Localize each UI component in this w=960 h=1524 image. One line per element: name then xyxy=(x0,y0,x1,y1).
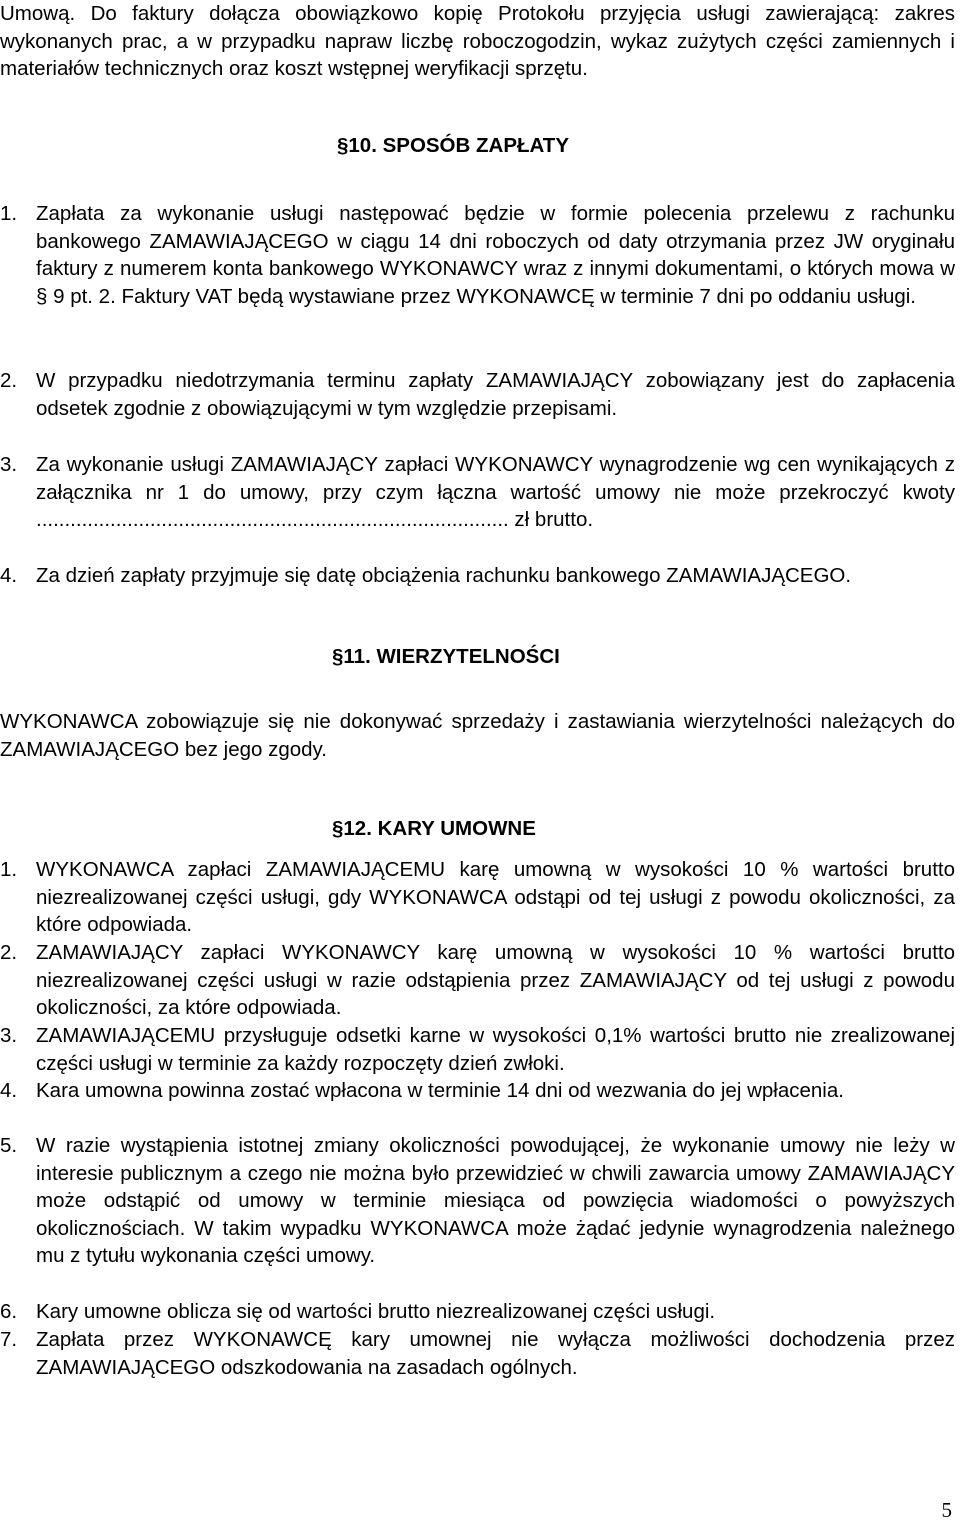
section-10-item-4 xyxy=(0,562,955,590)
section-11-paragraph: WYKONAWCA zobowiązuje się nie dokonywać sprzedaży i zastawiania wierzytelności należących do ZAMAWIAJĄCEGO bez jego zgody. xyxy=(0,708,955,763)
item-text: Za dzień zapłaty przyjmuje się datę obciążenia rachunku bankowego ZAMAWIAJĄCEGO. xyxy=(36,562,955,590)
item-text: Za wykonanie usługi ZAMAWIAJĄCY zapłaci WYKONAWCY wynagrodzenie wg cen wynikających z załącznika nr 1 do umowy, przy czym łączna wartość umowy nie może przekroczyć kwoty ................................................................................... zł brutto. xyxy=(36,451,955,534)
item-text: W przypadku niedotrzymania terminu zapłaty ZAMAWIAJĄCY zobowiązany jest do zapłacenia odsetek zgodnie z obowiązującymi w tym względzie przepisami. xyxy=(36,367,955,422)
item-number: 1. xyxy=(0,200,36,228)
item-number: 3. xyxy=(0,451,36,479)
item-number: 2. xyxy=(0,939,36,967)
item-number: 2. xyxy=(0,367,36,395)
item-text: Kary umowne oblicza się od wartości brutto niezrealizowanej części usługi. xyxy=(36,1298,955,1326)
section-10-item-2 xyxy=(0,367,955,422)
item-number: 3. xyxy=(0,1022,36,1050)
section-12-item-5 xyxy=(0,1132,955,1270)
item-text: Zapłata przez WYKONAWCĘ kary umownej nie wyłącza możliwości dochodzenia przez ZAMAWIAJĄCEGO odszkodowania na zasadach ogólnych. xyxy=(36,1326,955,1381)
section-12-item-4 xyxy=(0,1077,955,1105)
section-12-item-7 xyxy=(0,1326,955,1381)
section-10-heading xyxy=(337,132,569,160)
section-12-item-1 xyxy=(0,856,955,939)
section-12-item-6 xyxy=(0,1298,955,1326)
section-11-title: §11. WIERZYTELNOŚCI xyxy=(332,645,560,668)
item-number: 4. xyxy=(0,1077,36,1105)
section-12-heading xyxy=(332,815,536,843)
item-text: Zapłata za wykonanie usługi następować będzie w formie polecenia przelewu z rachunku bankowego ZAMAWIAJĄCEGO w ciągu 14 dni roboczych od daty otrzymania przez JW oryginału faktury z numerem konta bankowego WYKONAWCY wraz z innymi dokumentami, o których mowa w § 9 pt. 2. Faktury VAT będą wystawiane przez WYKONAWCĘ w terminie 7 dni po oddaniu usługi. xyxy=(36,200,955,310)
intro-paragraph: Umową. Do faktury dołącza obowiązkowo kopię Protokołu przyjęcia usługi zawierającą: zakres wykonanych prac, a w przypadku napraw liczbę roboczogodzin, wykaz zużytych części zamiennych i materiałów technicznych oraz koszt wstępnej weryfikacji sprzętu. xyxy=(0,0,955,83)
item-text: ZAMAWIAJĄCEMU przysługuje odsetki karne w wysokości 0,1% wartości brutto nie zrealizowanej części usługi w terminie za każdy rozpoczęty dzień zwłoki. xyxy=(36,1022,955,1077)
item-number: 1. xyxy=(0,856,36,884)
section-10-item-3 xyxy=(0,451,955,534)
section-12-item-3 xyxy=(0,1022,955,1077)
section-10-title: §10. SPOSÓB ZAPŁATY xyxy=(337,134,569,157)
item-number: 6. xyxy=(0,1298,36,1326)
item-number: 7. xyxy=(0,1326,36,1354)
page-number: 5 xyxy=(942,1497,953,1524)
item-number: 4. xyxy=(0,562,36,590)
section-11-heading xyxy=(332,643,560,671)
item-number: 5. xyxy=(0,1132,36,1160)
section-12-title: §12. KARY UMOWNE xyxy=(332,817,536,840)
item-text: WYKONAWCA zapłaci ZAMAWIAJĄCEMU karę umowną w wysokości 10 % wartości brutto niezrealizowanej części usługi, gdy WYKONAWCA odstąpi od tej usługi z powodu okoliczności, za które odpowiada. xyxy=(36,856,955,939)
section-12-item-2 xyxy=(0,939,955,1022)
item-text: W razie wystąpienia istotnej zmiany okoliczności powodującej, że wykonanie umowy nie leży w interesie publicznym a czego nie można było przewidzieć w chwili zawarcia umowy ZAMAWIAJĄCY może odstąpić od umowy w terminie miesiąca od powzięcia wiadomości o powyższych okolicznościach. W takim wypadku WYKONAWCA może żądać jedynie wynagrodzenia należnego mu z tytułu wykonania części umowy. xyxy=(36,1132,955,1270)
section-10-item-1 xyxy=(0,200,955,310)
item-text: ZAMAWIAJĄCY zapłaci WYKONAWCY karę umowną w wysokości 10 % wartości brutto niezrealizowanej części usługi w razie odstąpienia przez ZAMAWIAJĄCY od tej usługi z powodu okoliczności, za które odpowiada. xyxy=(36,939,955,1022)
item-text: Kara umowna powinna zostać wpłacona w terminie 14 dni od wezwania do jej wpłacenia. xyxy=(36,1077,955,1105)
